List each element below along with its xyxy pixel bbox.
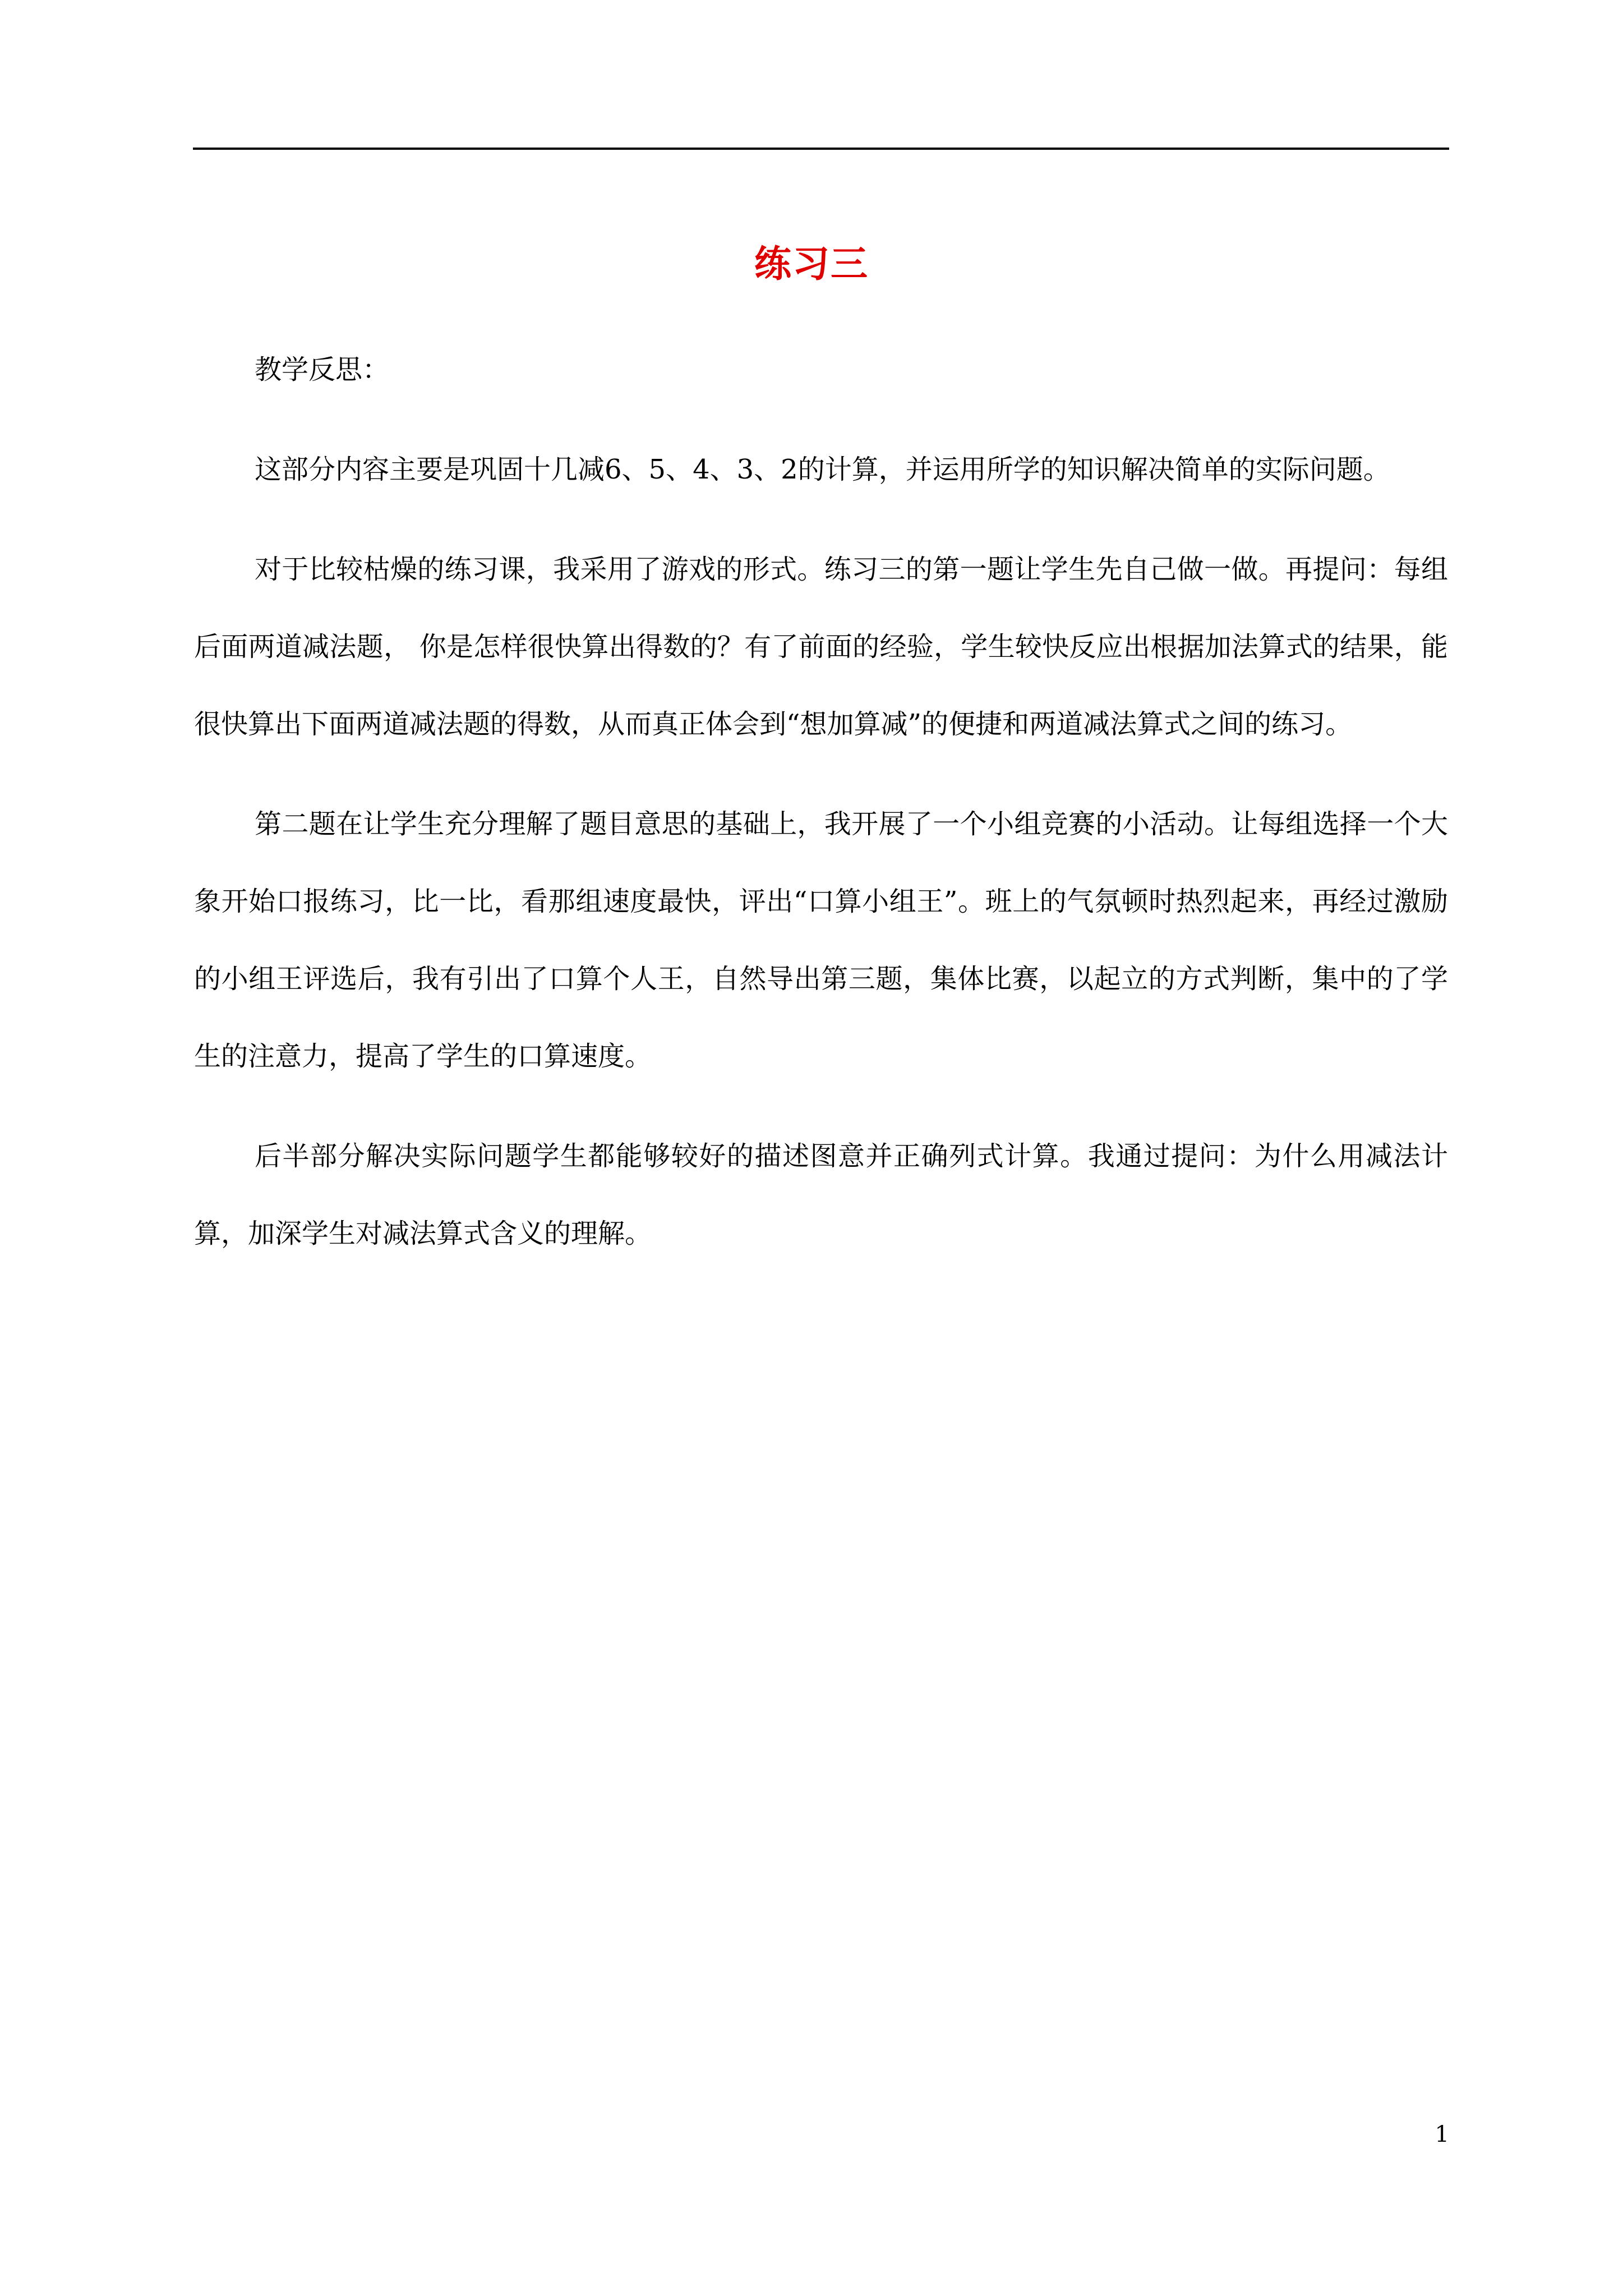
paragraph: 对于比较枯燥的练习课，我采用了游戏的形式。练习三的第一题让学生先自己做一做。再提问：每组后面两道减法题， 你是怎样很快算出得数的？有了前面的经验，学生较快反应出根据加法算式的结果，能很快算出下面两道减法题的得数，从而真正体会到“想加算减”的便捷和两道减法算式之间的练习。 — [194, 554, 1448, 740]
document-body — [194, 331, 1448, 1295]
page-number: 1 — [1435, 2122, 1449, 2147]
paragraph: 第二题在让学生充分理解了题目意思的基础上，我开展了一个小组竞赛的小活动。让每组选择一个大象开始口报练习，比一比，看那组速度最快，评出“口算小组王”。班上的气氛顿时热烈起来，再经过激励的小组王评选后，我有引出了口算个人王，自然导出第三题，集体比赛，以起立的方式判断，集中的了学生的注意力，提高了学生的口算速度。 — [194, 808, 1448, 1072]
paragraph-heading: 教学反思： — [255, 354, 390, 385]
header-rule — [193, 148, 1449, 150]
paragraph: 这部分内容主要是巩固十几减6、5、4、3、2的计算，并运用所学的知识解决简单的实际问题。 — [255, 454, 1390, 485]
document-title: 练习三 — [754, 242, 869, 286]
paragraph: 后半部分解决实际问题学生都能够较好的描述图意并正确列式计算。我通过提问：为什么用减法计算，加深学生对减法算式含义的理解。 — [194, 1140, 1448, 1249]
